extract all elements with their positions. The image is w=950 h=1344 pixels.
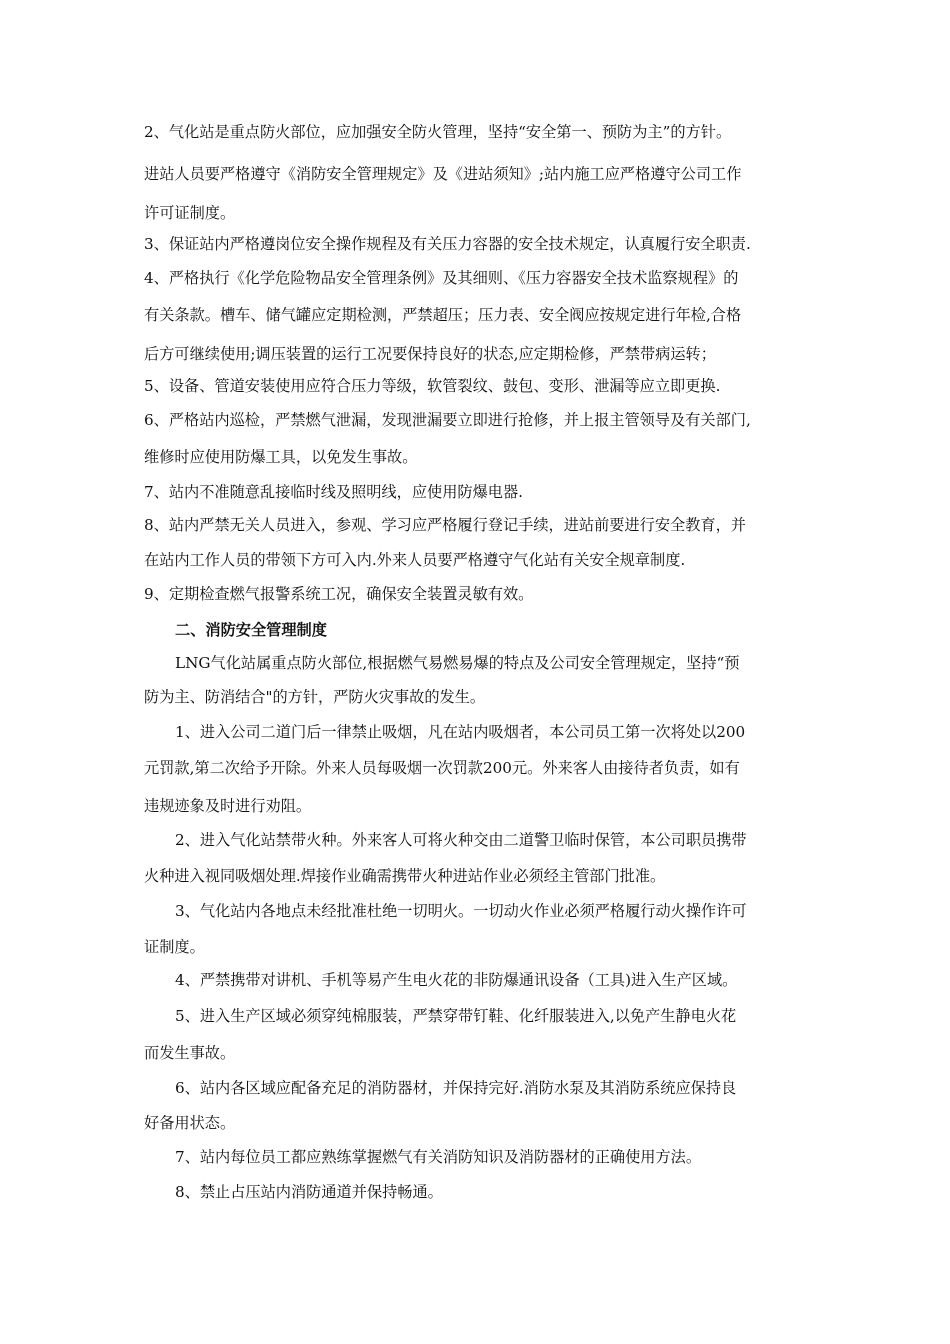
text-line: 6、严格站内巡检，严禁燃气泄漏，发现泄漏要立即进行抢修，并上报主管领导及有关部门, <box>144 411 751 429</box>
text-line: 有关条款。槽车、储气罐应定期检测，严禁超压；压力表、安全阀应按规定进行年检,合格 <box>144 306 742 324</box>
text-line: 元罚款,第二次给予开除。外来人员每吸烟一次罚款200元。外来客人由接待者负责，如有 <box>144 759 740 777</box>
text-line: 2、气化站是重点防火部位，应加强安全防火管理，坚持“安全第一、预防为主”的方针。 <box>144 123 732 141</box>
section-heading: 二、消防安全管理制度 <box>175 621 327 639</box>
text-line: 在站内工作人员的带领下方可入内.外来人员要严格遵守气化站有关安全规章制度. <box>144 551 686 569</box>
text-line: 证制度。 <box>144 938 205 956</box>
text-line: 维修时应使用防爆工具，以免发生事故。 <box>144 448 418 466</box>
text-line: 6、站内各区域应配备充足的消防器材，并保持完好.消防水泵及其消防系统应保持良 <box>175 1079 737 1097</box>
text-line: 违规迹象及时进行劝阻。 <box>144 797 312 815</box>
text-line: 1、进入公司二道门后一律禁止吸烟，凡在站内吸烟者，本公司员工第一次将处以200 <box>175 723 746 741</box>
text-line: 2、进入气化站禁带火种。外来客人可将火种交由二道警卫临时保管，本公司职员携带 <box>175 831 747 849</box>
text-line: 后方可继续使用;调压装置的运行工况要保持良好的状态,应定期检修，严禁带病运转； <box>144 345 716 363</box>
text-line: 进站人员要严格遵守《消防安全管理规定》及《进站须知》;站内施工应严格遵守公司工作 <box>144 165 742 183</box>
text-line: 4、严格执行《化学危险物品安全管理条例》及其细则、《压力容器安全技术监察规程》的 <box>144 269 739 287</box>
text-line: 许可证制度。 <box>144 204 236 222</box>
text-line: 5、设备、管道安装使用应符合压力等级，软管裂纹、鼓包、变形、泄漏等应立即更换. <box>144 377 721 395</box>
text-line: 8、站内严禁无关人员进入，参观、学习应严格履行登记手续，进站前要进行安全教育，并 <box>144 516 746 534</box>
text-line: 7、站内不准随意乱接临时线及照明线，应使用防爆电器. <box>144 483 523 501</box>
text-line: 4、严禁携带对讲机、手机等易产生电火花的非防爆通讯设备（工具)进入生产区域。 <box>175 971 738 989</box>
text-line: 9、定期检查燃气报警系统工况，确保安全装置灵敏有效。 <box>144 585 534 603</box>
text-line: 3、保证站内严格遵岗位安全操作规程及有关压力容器的安全技术规定，认真履行安全职责. <box>144 235 751 253</box>
text-line: 而发生事故。 <box>144 1044 236 1062</box>
text-line: 8、禁止占压站内消防通道并保持畅通。 <box>175 1183 443 1201</box>
text-line: 7、站内每位员工都应熟练掌握燃气有关消防知识及消防器材的正确使用方法。 <box>175 1148 702 1166</box>
text-line: 3、气化站内各地点未经批准杜绝一切明火。一切动火作业必须严格履行动火操作许可 <box>175 902 747 920</box>
text-line: 5、进入生产区域必须穿纯棉服装，严禁穿带钉鞋、化纤服装进入,以免产生静电火花 <box>175 1007 737 1025</box>
text-line: 防为主、防消结合"的方针，严防火灾事故的发生。 <box>144 688 486 706</box>
text-line: 火种进入视同吸烟处理.焊接作业确需携带火种进站作业必须经主管部门批准。 <box>144 867 666 885</box>
text-line: 好备用状态。 <box>144 1114 236 1132</box>
text-line: LNG气化站属重点防火部位,根据燃气易燃易爆的特点及公司安全管理规定，坚持“预 <box>175 654 740 672</box>
